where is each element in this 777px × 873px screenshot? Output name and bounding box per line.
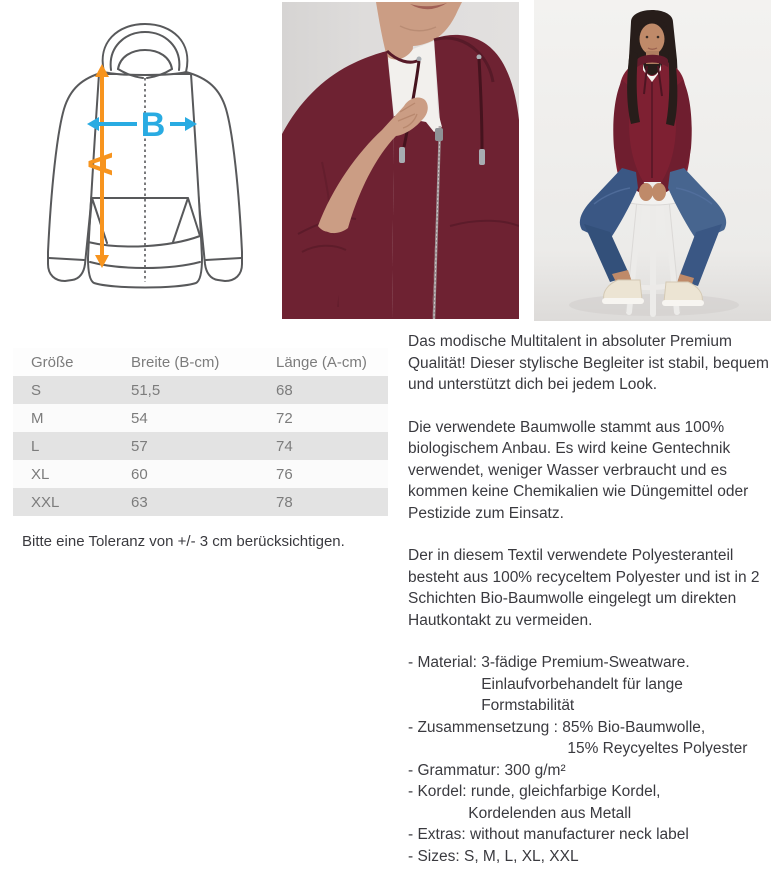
spec-line: - Extras: without manufacturer neck label — [408, 826, 689, 843]
product-specs — [408, 652, 774, 867]
size-measurement-diagram[interactable] — [20, 14, 270, 309]
size-table-header: Breite (B-cm) — [131, 353, 220, 371]
sitting-photo-illustration — [534, 0, 771, 321]
spec-line: Kordelenden aus Metall — [408, 804, 632, 822]
description-paragraph: Die verwendete Baumwolle stammt aus 100% biologischem Anbau. Es wird keine Gentechnik verwendet, weniger Wasser verbraucht und es kommen keine Chemikalien wie Düngemittel oder Pestizide zum Einsatz. — [408, 418, 749, 522]
measure-a-label: A — [82, 151, 120, 177]
size-cell: 74 — [276, 437, 293, 455]
size-cell: 78 — [276, 493, 293, 511]
spec-line: Einlaufvorbehandelt für lange — [408, 675, 683, 693]
size-cell: 54 — [131, 409, 148, 427]
size-cell: 76 — [276, 465, 293, 483]
size-row-XXL — [13, 488, 388, 516]
spec-line: Formstabilität — [408, 697, 575, 714]
spec-line: 15% Reycyeltes Polyester — [408, 740, 748, 757]
size-cell: XXL — [31, 493, 60, 511]
closeup-photo-illustration — [282, 2, 519, 319]
size-row-XL — [13, 460, 388, 488]
spec-line: - Material: 3-fädige Premium-Sweatware. — [408, 654, 690, 671]
size-row-L — [13, 432, 388, 460]
description-paragraph: Das modische Multitalent in absoluter Premium Qualität! Dieser stylische Begleiter ist stabil, bequem und unterstützt dich bei jedem Look. — [408, 333, 769, 393]
product-photo-model-sitting[interactable] — [534, 0, 771, 321]
hoodie-line-drawing — [20, 14, 270, 309]
description-paragraph: Der in diesem Textil verwendete Polyesteranteil besteht aus 100% recyceltem Polyester und ist in 2 Schichten Bio-Baumwolle eingelegt um direkten Hautkontakt zu vermeiden. — [408, 547, 760, 629]
size-table-section — [13, 348, 388, 516]
spec-line: - Zusammensetzung : 85% Bio-Baumwolle, — [408, 718, 706, 736]
product-description — [408, 331, 774, 631]
size-row-M — [13, 404, 388, 432]
size-cell: 68 — [276, 381, 293, 399]
size-cell: 57 — [131, 437, 148, 455]
tolerance-note: Bitte eine Toleranz von +/- 3 cm berücksichtigen. — [22, 533, 345, 550]
size-cell: 60 — [131, 465, 148, 483]
size-cell: XL — [31, 465, 50, 483]
size-cell: M — [31, 409, 44, 427]
size-table — [13, 348, 388, 516]
size-table-header: Größe — [31, 353, 74, 371]
product-description-column — [408, 331, 774, 867]
product-photo-closeup[interactable] — [282, 2, 519, 319]
size-cell: L — [31, 437, 40, 455]
spec-line: - Kordel: runde, gleichfarbige Kordel, — [408, 783, 661, 800]
spec-line: - Grammatur: 300 g/m² — [408, 761, 566, 779]
size-table-header: Länge (A-cm) — [276, 353, 367, 371]
size-cell: 72 — [276, 409, 293, 427]
spec-line: - Sizes: S, M, L, XL, XXL — [408, 847, 579, 865]
size-table-header-row — [13, 348, 388, 376]
size-cell: 51,5 — [131, 381, 161, 399]
size-cell: S — [31, 381, 42, 399]
measure-b-label: B — [140, 106, 166, 144]
size-table-body — [13, 376, 388, 516]
size-row-S — [13, 376, 388, 404]
size-cell: 63 — [131, 493, 148, 511]
